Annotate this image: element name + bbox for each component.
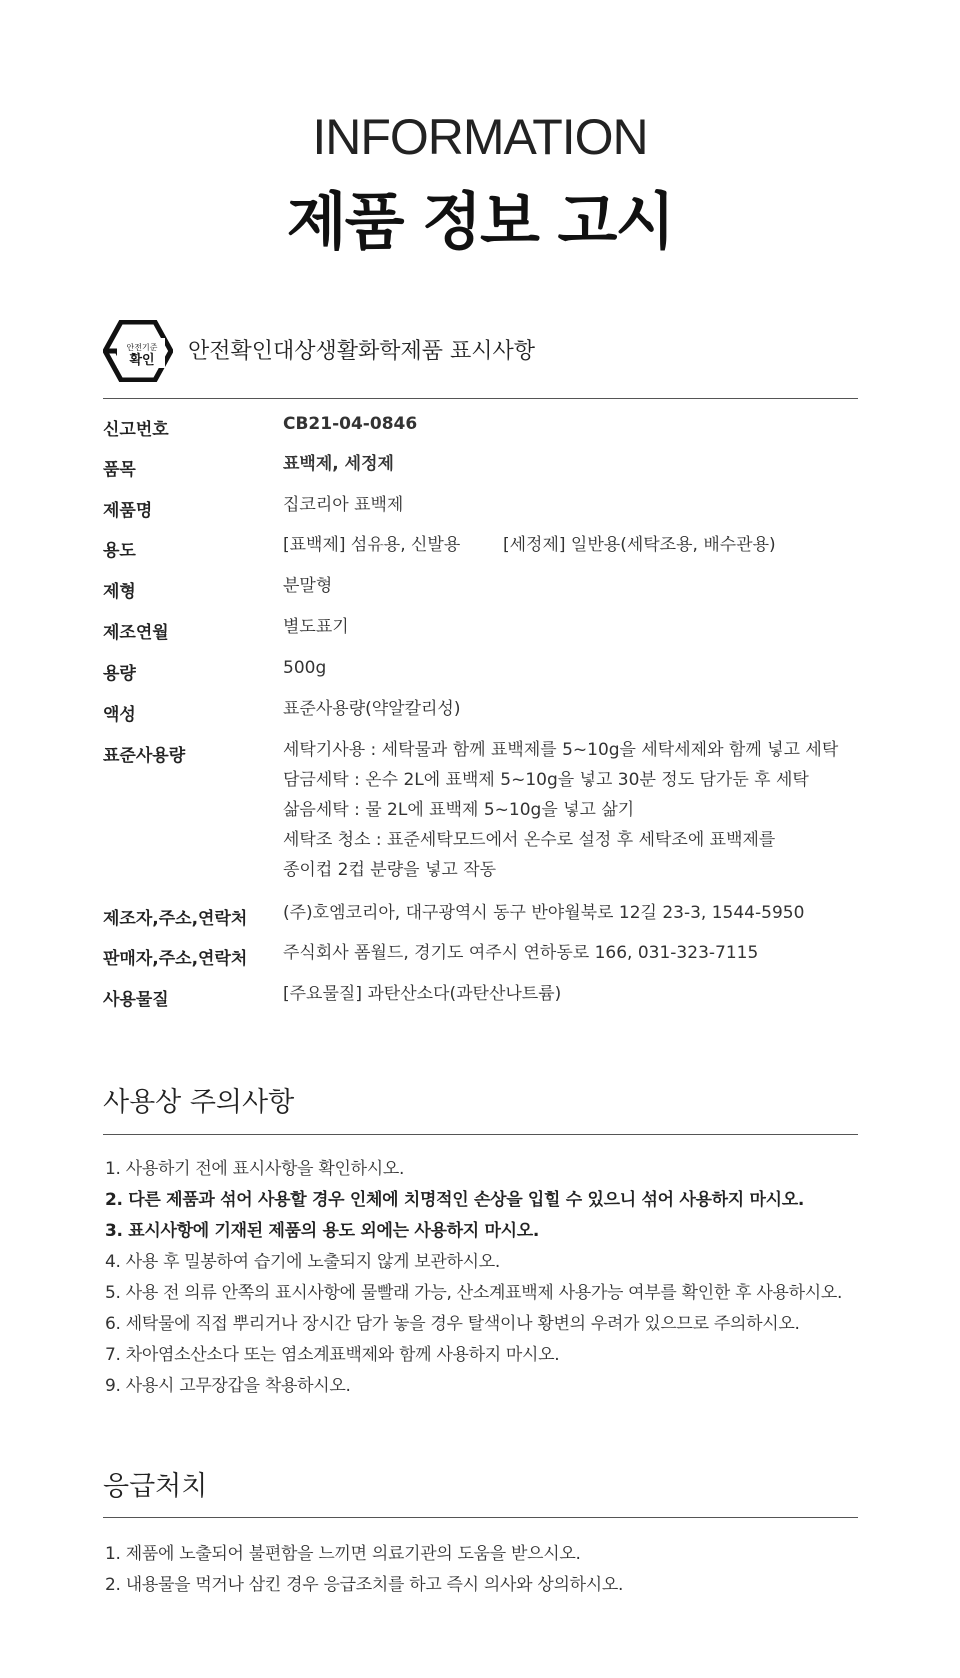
info-key: 사용물질 xyxy=(103,990,169,1010)
info-key: 품목 xyxy=(103,460,136,480)
info-key: 용도 xyxy=(103,541,136,561)
caution-title: 사용상 주의사항 xyxy=(103,1087,295,1118)
info-value-extra: [세정제] 일반용(세탁조용, 배수관용) xyxy=(503,535,776,555)
badge-line1: 안전기준 xyxy=(126,343,158,352)
info-value: 종이컵 2컵 분량을 넣고 작동 xyxy=(283,860,497,880)
caution-item: 4. 사용 후 밀봉하여 습기에 노출되지 않게 보관하시오. xyxy=(105,1252,501,1272)
badge-line2: 확인 xyxy=(129,353,155,368)
info-value: 주식회사 폼월드, 경기도 여주시 연하동로 166, 031-323-7115 xyxy=(283,943,759,963)
info-value: 별도표기 xyxy=(283,617,349,637)
info-key: 제조연월 xyxy=(103,623,169,643)
info-value: 표준사용량(약알칼리성) xyxy=(283,699,461,719)
info-key: 제조자,주소,연락처 xyxy=(103,909,248,929)
info-value: 500g xyxy=(283,658,327,678)
info-value: 표백제, 세정제 xyxy=(283,454,394,474)
info-value: [표백제] 섬유용, 신발용 xyxy=(283,535,461,555)
divider xyxy=(103,1134,858,1135)
info-value: 세탁기사용 : 세탁물과 함께 표백제를 5~10g을 세탁세제와 함께 넣고 세탁 xyxy=(283,740,839,760)
info-key: 용량 xyxy=(103,664,136,684)
caution-item: 3. 표시사항에 기재된 제품의 용도 외에는 사용하지 마시오. xyxy=(105,1221,539,1241)
info-key: 판매자,주소,연락처 xyxy=(103,949,248,969)
firstaid-title: 응급처치 xyxy=(103,1471,208,1502)
safety-check-badge-icon xyxy=(103,320,173,382)
page-title-en: INFORMATION xyxy=(312,109,648,165)
firstaid-item: 1. 제품에 노출되어 불편함을 느끼면 의료기관의 도움을 받으시오. xyxy=(105,1544,581,1564)
info-key: 표준사용량 xyxy=(103,746,186,766)
caution-item: 9. 사용시 고무장갑을 착용하시오. xyxy=(105,1376,351,1396)
info-key: 제형 xyxy=(103,582,136,602)
info-key: 제품명 xyxy=(103,501,153,521)
divider xyxy=(103,398,858,399)
caution-item: 2. 다른 제품과 섞어 사용할 경우 인체에 치명적인 손상을 입힐 수 있으니 섞어 사용하지 마시오. xyxy=(105,1190,805,1210)
info-value: CB21-04-0846 xyxy=(283,414,418,434)
info-key: 신고번호 xyxy=(103,420,169,440)
caution-item: 7. 차아염소산소다 또는 염소계표백제와 함께 사용하지 마시오. xyxy=(105,1345,560,1365)
info-value: 삶음세탁 : 물 2L에 표백제 5~10g을 넣고 삶기 xyxy=(283,800,635,820)
caution-item: 1. 사용하기 전에 표시사항을 확인하시오. xyxy=(105,1159,405,1179)
info-value: (주)호엠코리아, 대구광역시 동구 반야월북로 12길 23-3, 1544-5950 xyxy=(283,903,805,923)
info-value: [주요물질] 과탄산소다(과탄산나트륨) xyxy=(283,984,562,1004)
info-value: 세탁조 청소 : 표준세탁모드에서 온수로 설정 후 세탁조에 표백제를 xyxy=(283,830,776,850)
divider xyxy=(103,1517,858,1518)
page-title: 제품 정보 고시 xyxy=(286,185,674,258)
firstaid-item: 2. 내용물을 먹거나 삼킨 경우 응급조치를 하고 즉시 의사와 상의하시오. xyxy=(105,1575,624,1595)
caution-item: 6. 세탁물에 직접 뿌리거나 장시간 담가 놓을 경우 탈색이나 황변의 우려가 있으므로 주의하시오. xyxy=(105,1314,800,1334)
info-key: 액성 xyxy=(103,705,136,725)
caution-item: 5. 사용 전 의류 안쪽의 표시사항에 물빨래 가능, 산소계표백제 사용가능 여부를 확인한 후 사용하시오. xyxy=(105,1283,843,1303)
info-value: 집코리아 표백제 xyxy=(283,495,404,515)
info-value: 담금세탁 : 온수 2L에 표백제 5~10g을 넣고 30분 정도 담가둔 후 세탁 xyxy=(283,770,809,790)
safety-label-heading: 안전확인대상생활화학제품 표시사항 xyxy=(188,339,536,364)
info-value: 분말형 xyxy=(283,576,333,596)
